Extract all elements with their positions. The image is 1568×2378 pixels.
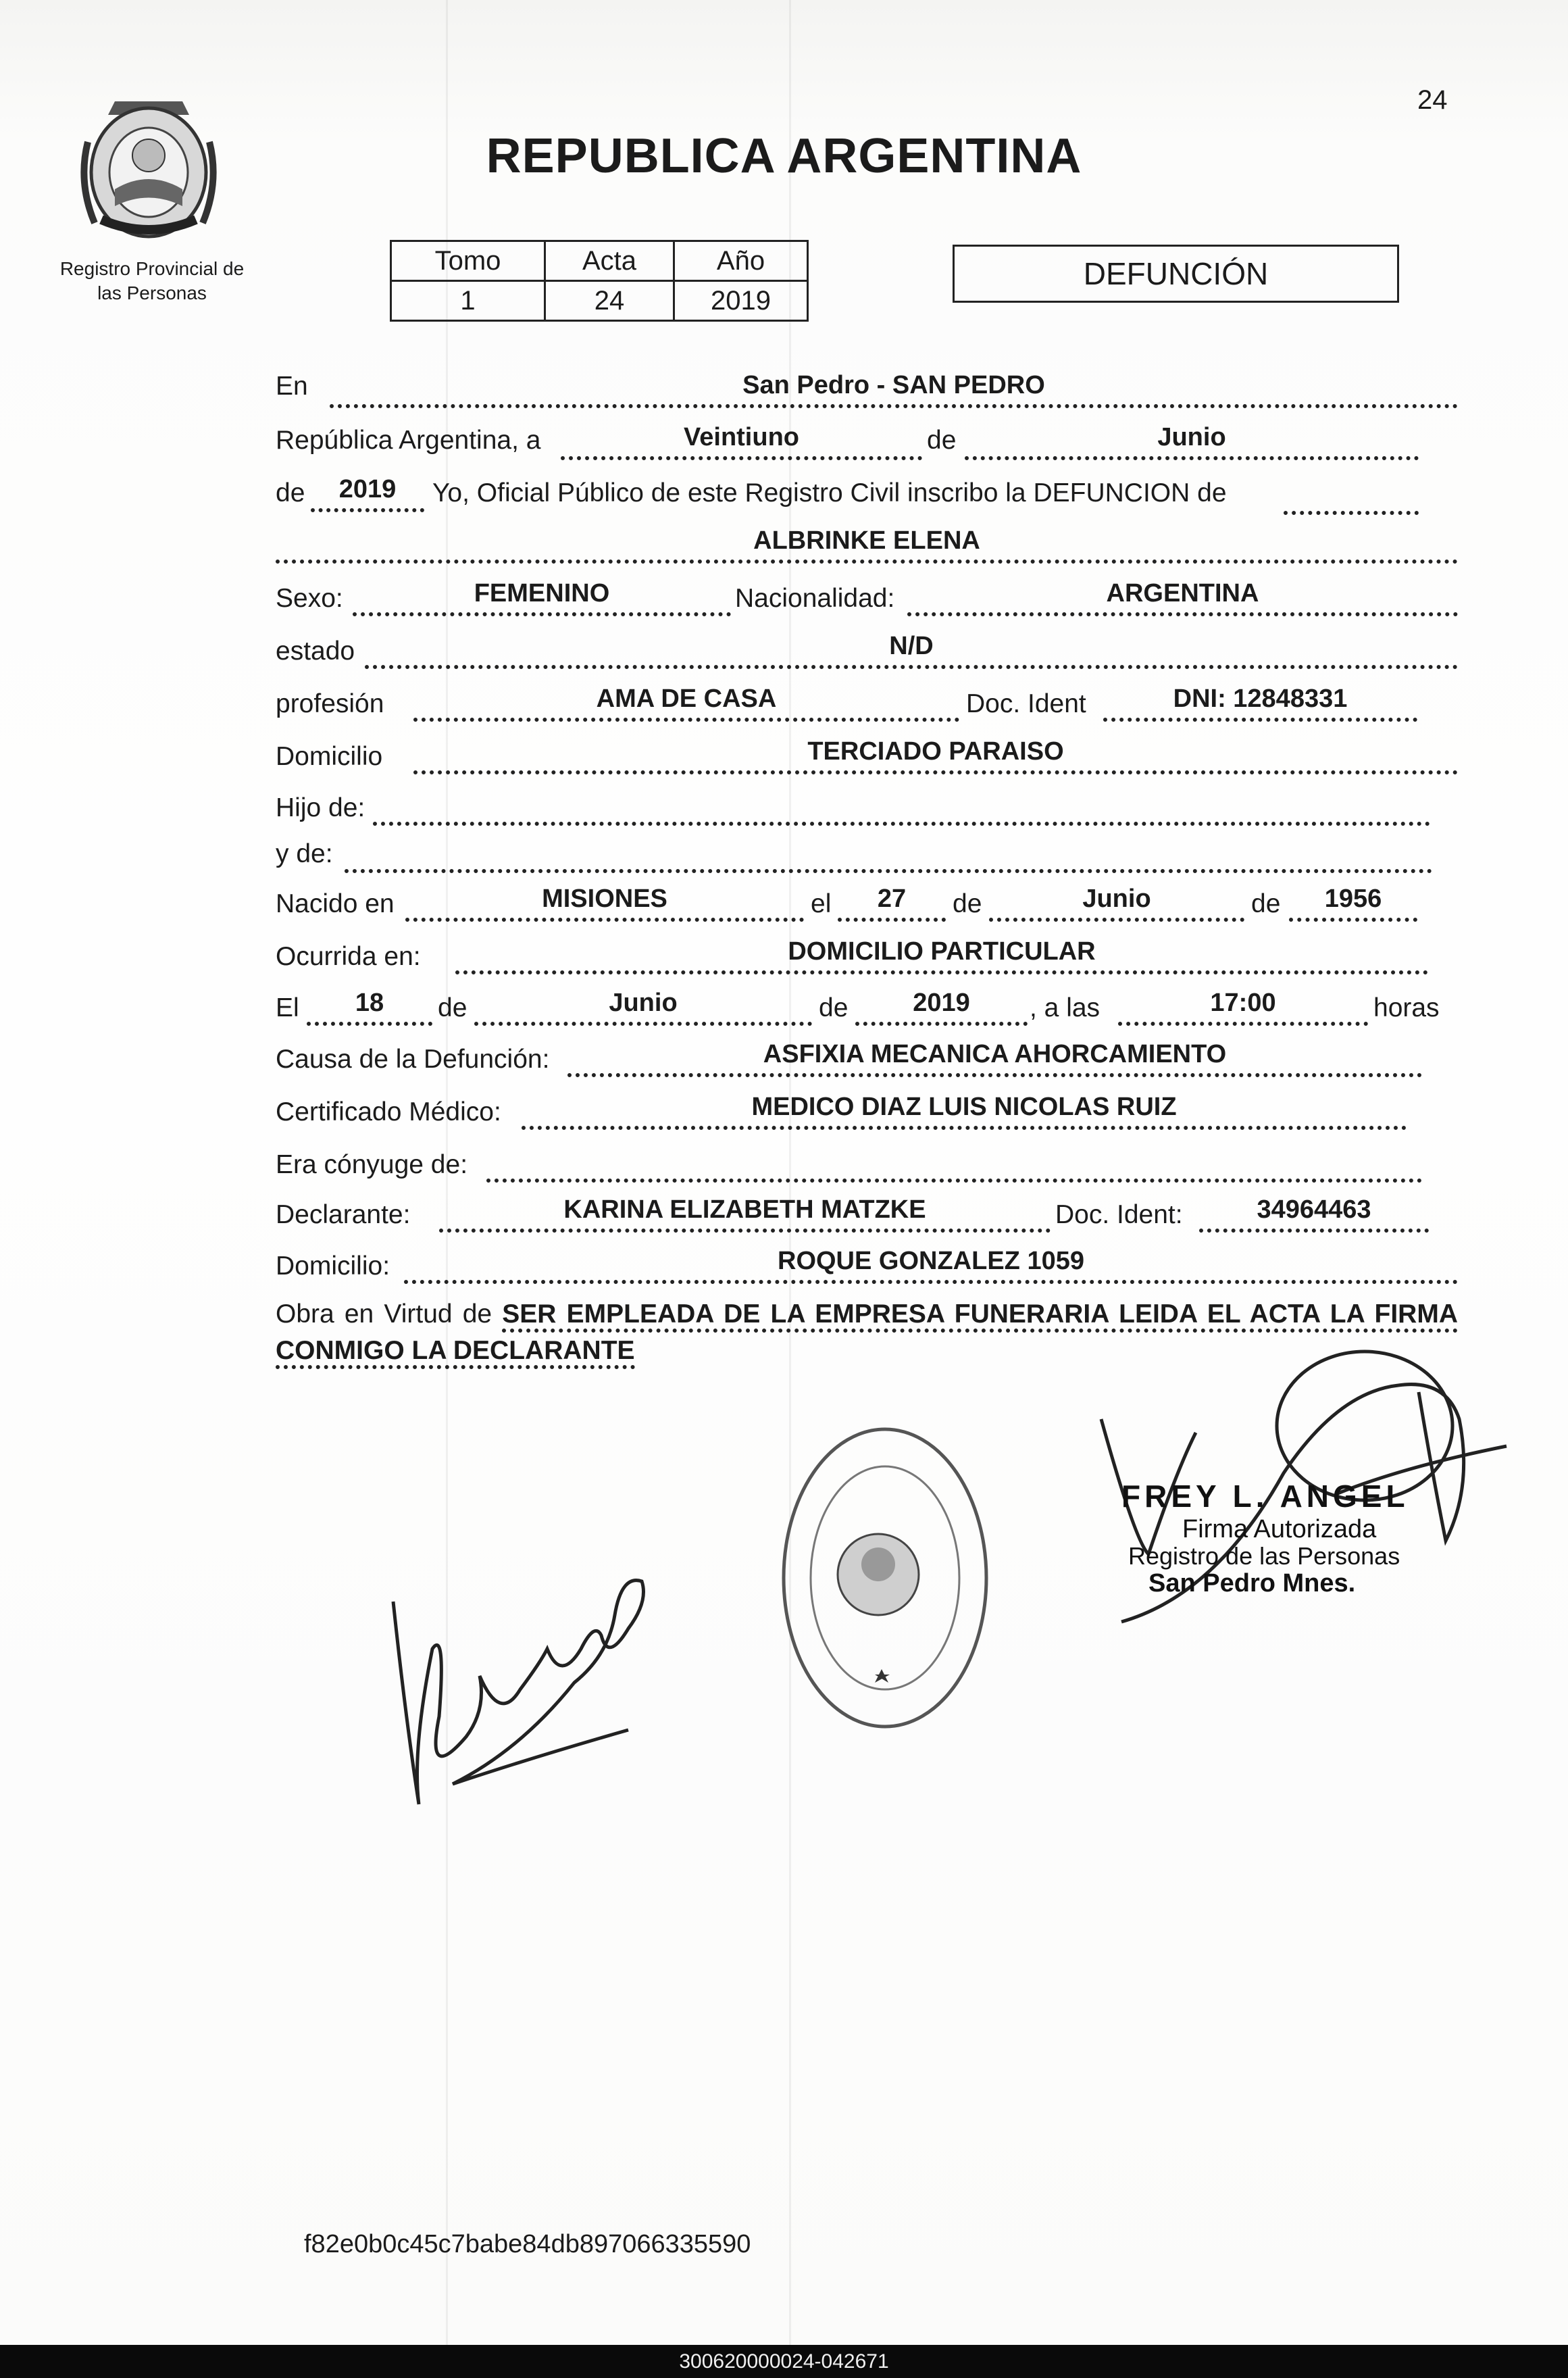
label-nacido-en: Nacido en [276, 889, 395, 918]
field-hijo-de [373, 788, 1430, 826]
label-en: En [276, 372, 308, 401]
field-inscribo-extra [1284, 477, 1419, 515]
label-hijo-de: Hijo de: [276, 793, 365, 822]
field-doc-ident: DNI: 12848331 [1103, 684, 1417, 722]
label-domicilio-2: Domicilio: [276, 1252, 390, 1281]
label-a-las: , a las [1030, 993, 1101, 1022]
label-ocurrida-en: Ocurrida en: [276, 942, 421, 971]
field-declarante-doc: 34964463 [1199, 1195, 1429, 1233]
officer-stamp-role: Firma Autorizada [1182, 1515, 1377, 1543]
label-de-5: de [438, 993, 467, 1022]
label-doc-ident-2: Doc. Ident: [1055, 1200, 1183, 1229]
field-nacido-en: MISIONES [405, 884, 804, 922]
barcode-text: 300620000024-042671 [679, 2350, 889, 2373]
document-hash: f82e0b0c45c7babe84db897066335590 [304, 2230, 751, 2258]
label-profesion: profesión [276, 689, 384, 718]
field-nac-anio: 1956 [1289, 884, 1417, 922]
field-nac-mes: Junio [989, 884, 1244, 922]
field-nacionalidad: ARGENTINA [907, 578, 1458, 616]
issuer-line-2: las Personas [97, 282, 207, 303]
label-el: el [811, 889, 832, 918]
officer-stamp-location: San Pedro Mnes. [1148, 1569, 1356, 1597]
label-de-3: de [953, 889, 982, 918]
field-y-de [345, 835, 1432, 873]
barcode-strip [0, 2345, 1568, 2378]
record-reference-table [390, 240, 809, 322]
field-certificado: MEDICO DIAZ LUIS NICOLAS RUIZ [522, 1092, 1407, 1130]
field-def-mes: Junio [474, 988, 812, 1026]
field-nombre-fallecido: ALBRINKE ELENA [276, 526, 1458, 564]
label-de-4: de [1251, 889, 1281, 918]
field-def-hora: 17:00 [1118, 988, 1368, 1026]
label-nacionalidad: Nacionalidad: [735, 584, 895, 613]
value-acta: 24 [545, 281, 674, 321]
field-dia-letras: Veintiuno [561, 422, 922, 460]
label-republica: República Argentina, a [276, 426, 541, 455]
field-conyuge [486, 1145, 1422, 1183]
field-nac-dia: 27 [838, 884, 946, 922]
label-de-2: de [276, 478, 305, 507]
field-declarante-domicilio: ROQUE GONZALEZ 1059 [404, 1246, 1458, 1284]
field-estado: N/D [365, 631, 1458, 669]
label-horas: horas [1373, 993, 1440, 1022]
label-el-cap: El [276, 993, 299, 1022]
field-def-dia: 18 [307, 988, 432, 1026]
officer-stamp-registry: Registro de las Personas [1128, 1542, 1400, 1570]
field-sexo: FEMENINO [353, 578, 731, 616]
field-profesion: AMA DE CASA [413, 684, 959, 722]
header-acta: Acta [545, 241, 674, 281]
field-mes: Junio [965, 422, 1419, 460]
field-anio: 2019 [311, 474, 424, 512]
officer-stamp-name: FREY L. ANGEL [1121, 1479, 1409, 1514]
label-conyuge: Era cónyuge de: [276, 1150, 468, 1179]
page-number: 24 [1417, 85, 1448, 115]
issuer-caption [41, 257, 263, 305]
document-title: REPUBLICA ARGENTINA [486, 129, 1082, 183]
label-doc-ident: Doc. Ident [966, 689, 1086, 718]
field-lugar: San Pedro - SAN PEDRO [330, 370, 1458, 408]
label-y-de: y de: [276, 839, 333, 868]
label-de-1: de [927, 426, 957, 455]
field-def-anio: 2019 [855, 988, 1028, 1026]
label-sexo: Sexo: [276, 584, 343, 613]
field-declarante: KARINA ELIZABETH MATZKE [439, 1195, 1051, 1233]
issuer-line-1: Registro Provincial de [59, 258, 245, 279]
officer-stamp-signature [1081, 1338, 1513, 1649]
label-obra: Obra en Virtud de [276, 1299, 492, 1329]
label-domicilio: Domicilio [276, 742, 383, 771]
field-causa: ASFIXIA MECANICA AHORCAMIENTO [567, 1039, 1422, 1077]
label-causa: Causa de la Defunción: [276, 1045, 550, 1074]
header-tomo: Tomo [391, 241, 545, 281]
field-domicilio: TERCIADO PARAISO [413, 737, 1458, 774]
label-declarante: Declarante: [276, 1200, 411, 1229]
declarant-signature [385, 1547, 669, 1831]
header-anio: Año [674, 241, 808, 281]
field-ocurrida-en: DOMICILIO PARTICULAR [455, 937, 1428, 974]
label-certificado: Certificado Médico: [276, 1097, 501, 1126]
label-de-6: de [819, 993, 849, 1022]
field-obra: SER EMPLEADA DE LA EMPRESA FUNERARIA LEIDA EL ACTA LA FIRMA CONMIGO LA DECLARANTE [276, 1299, 1458, 1369]
act-type-box: DEFUNCIÓN [953, 245, 1399, 303]
label-inscribo: Yo, Oficial Público de este Registro Civil inscribo la DEFUNCION de [432, 478, 1227, 507]
value-anio: 2019 [674, 281, 808, 321]
value-tomo: 1 [391, 281, 545, 321]
label-estado: estado [276, 637, 355, 666]
registry-seal [774, 1419, 996, 1737]
